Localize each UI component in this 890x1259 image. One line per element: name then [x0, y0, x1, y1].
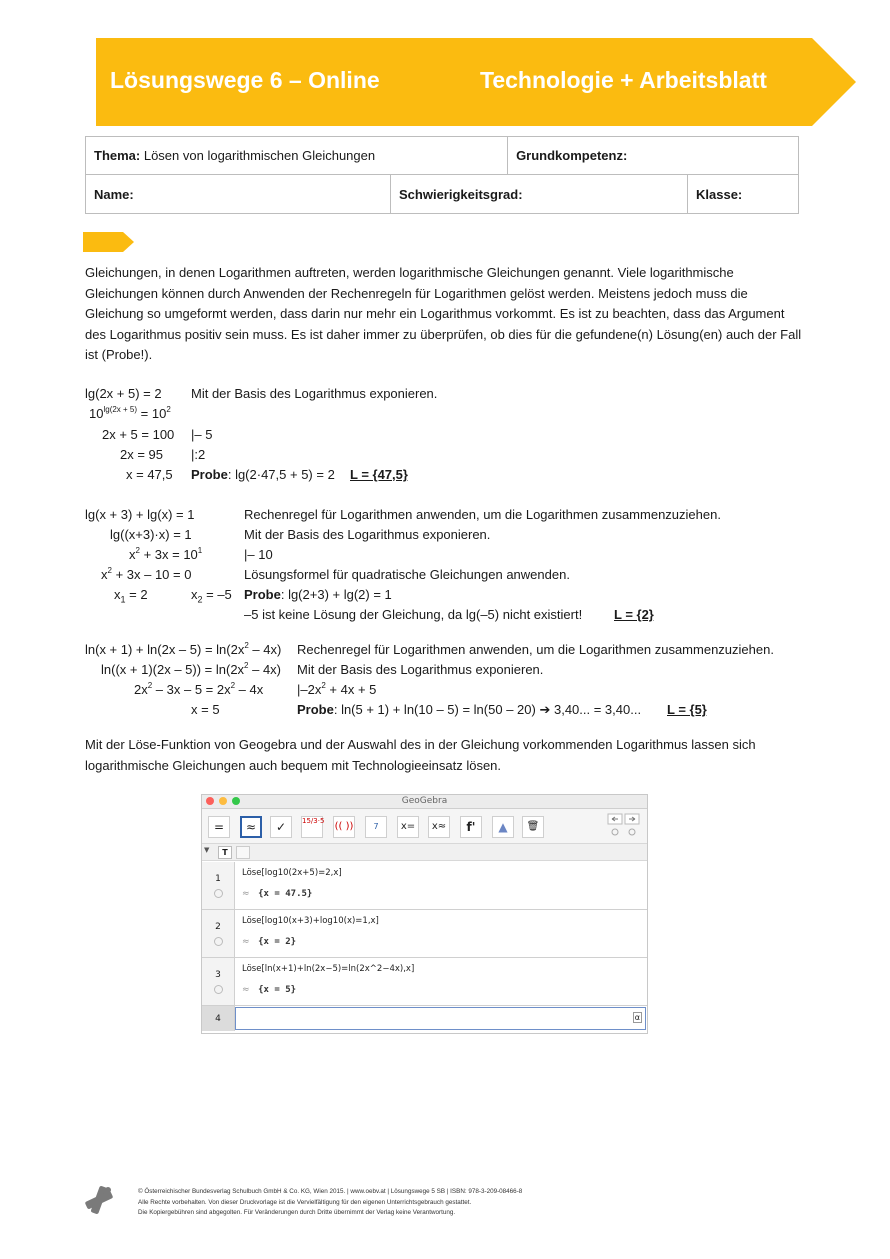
thema-cell — [86, 137, 508, 175]
geogebra-intro: Mit der Löse-Funktion von Geogebra und der Auswahl des in der Gleichung vorkommenden Logarithmus lassen sich logarithmische Gleichungen auch bequem mit Technologieeinsatz lösen. — [85, 737, 756, 773]
ex3-line1: $\ln(x + 1) + \ln(2x - 5) = \ln(2x^2 - 4x)$ — [85, 641, 282, 657]
alpha-keyboard-icon[interactable]: α — [634, 1013, 640, 1022]
ex2-line3: $x^2 + 3x = 10^1$ — [129, 546, 203, 562]
ex3-comment1: Rechenregel für Logarithmen anwenden, um die Logarithmen zusammenzuziehen. — [297, 642, 774, 657]
ex3-comment3: $|-2x^2 + 4x + 5$ — [297, 681, 377, 697]
ex1-comment1: Mit der Basis des Logarithmus exponieren. — [191, 386, 438, 401]
ex3-probe: Probe: ln(5 + 1) + ln(10 – 5) = ln(50 – 20) ➔ 3,40... = 3,40... — [297, 702, 642, 717]
menu-triangle-icon[interactable]: ▼ — [204, 846, 210, 854]
cas-active-input[interactable] — [235, 1007, 646, 1030]
cas-output: ≈ {x = 47.5} — [242, 889, 313, 899]
ex1-comment4: |:2 — [191, 447, 206, 462]
derivative-tool-button[interactable]: f' — [460, 816, 482, 838]
ex3-line2: $\ln((x + 1)(2x - 5)) = \ln(2x^2 - 4x)$ — [101, 661, 282, 677]
ex2-line2: lg((x+3)·x) = 1 — [110, 527, 192, 542]
footer-line-3: Die Kopiergebühren sind abgegolten. Für Veränderungen durch Dritte übernimmt der Verlag keine Verantwortung. — [138, 1209, 456, 1216]
ex2-note: –5 ist keine Lösung der Gleichung, da lg(–5) nicht existiert! — [244, 607, 583, 622]
header-banner — [96, 38, 856, 126]
undo-redo-icons[interactable] — [607, 813, 641, 837]
name-cell: Name: — [86, 175, 391, 214]
expand-tool-button[interactable]: (( )) — [333, 816, 355, 838]
klasse-cell: Klasse: — [688, 175, 799, 214]
cas-row-number: 2 — [202, 910, 235, 957]
ex2-probe: Probe: lg(2+3) + lg(2) = 1 — [244, 587, 392, 602]
publisher-logo-icon — [84, 1185, 114, 1215]
ex3-line3: $2x^2 - 3x - 5 = 2x^2 - 4x$ — [134, 681, 264, 697]
ex1-line3: 2x + 5 = 100 — [102, 427, 175, 442]
thema-value: Lösen von logarithmischen Gleichungen — [140, 148, 376, 163]
section-tag-arrow — [83, 232, 135, 252]
ex1-line5: x = 47,5 — [126, 467, 173, 482]
keep-input-tool-button[interactable]: ✓ — [270, 816, 292, 838]
ex2-line4: $x^2 + 3x - 10 = 0$ — [101, 566, 192, 582]
grundkompetenz-cell: Grundkompetenz: — [508, 137, 799, 175]
substitute-tool-button[interactable]: 7 — [365, 816, 387, 838]
footer-copyright — [138, 1187, 522, 1219]
factor-tool-button[interactable]: 15/3·5 — [301, 816, 323, 838]
worksheet-header-table — [85, 136, 799, 214]
cas-row-3[interactable] — [202, 958, 647, 1006]
ex1-solution: L = {47,5} — [350, 467, 408, 482]
ex3-comment2: Mit der Basis des Logarithmus exponieren. — [297, 662, 544, 677]
delete-tool-button[interactable]: 🗑 — [522, 816, 544, 838]
geogebra-title: GeoGebra — [401, 796, 448, 806]
ex2-x1: $x_1 = 2$ — [114, 587, 148, 605]
cas-input[interactable]: Löse[ln(x+1)+ln(2x−5)=ln(2x^2−4x),x] — [242, 964, 415, 974]
probability-tool-button[interactable]: ▲ — [492, 816, 514, 838]
ex1-probe: Probe: lg(2·47,5 + 5) = 2 — [191, 467, 335, 482]
geogebra-subbar — [202, 844, 647, 861]
banner-book-title: Lösungswege 6 – Online — [110, 67, 380, 93]
table-style-button[interactable] — [236, 846, 250, 859]
nsolve-tool-button[interactable]: x≈ — [428, 816, 450, 838]
ex2-line1: lg(x + 3) + lg(x) = 1 — [85, 507, 195, 522]
footer-line-1: © Österreichischer Bundesverlag Schulbuch GmbH & Co. KG, Wien 2015. | www.oebv.at | Lösungswege 5 SB | ISBN: 978-3-209-08466-8 — [138, 1188, 523, 1195]
ex1-line1: lg(2x + 5) = 2 — [85, 386, 162, 401]
thema-label: Thema: — [94, 148, 141, 163]
cas-output: ≈ {x = 5} — [242, 985, 297, 995]
ex3-line4: x = 5 — [191, 702, 220, 717]
intro-paragraph: Gleichungen, in denen Logarithmen auftreten, werden logarithmische Gleichungen genannt. Viele logarithmische Gleichungen können durch Anwenden der Rechenregeln für Logarithmen gelöst werden. Meistens jedoch muss die Gleichung so umgeformt werden, dass darin nur mehr ein Logarithmus vorkommt. Es ist zu beachten, dass das Argument des Logarithmus positiv sein muss. Es ist daher immer zu überprüfen, ob dies für die gefundene(n) Lösung(en) auch der Fall ist (Probe!). — [85, 265, 802, 362]
geogebra-titlebar — [202, 795, 647, 809]
numeric-tool-button[interactable]: ≈ — [240, 816, 262, 838]
ex2-comment2: Mit der Basis des Logarithmus exponieren. — [244, 527, 491, 542]
ex1-line4: 2x = 95 — [120, 447, 164, 462]
cas-row-2[interactable] — [202, 910, 647, 958]
cas-row-1[interactable] — [202, 862, 647, 910]
cas-row-number: 1 — [202, 862, 235, 909]
ex1-line2: $10^{lg(2x + 5)} = 10^2$ — [89, 405, 171, 421]
ex2-solution: L = {2} — [614, 607, 654, 622]
solve-tool-button[interactable]: x= — [397, 816, 419, 838]
ex2-x2: $x_2 = -5$ — [191, 587, 232, 605]
text-style-button[interactable]: T — [218, 846, 232, 859]
banner-section-title: Technologie + Arbeitsblatt — [480, 67, 767, 93]
ex1-comment3: |– 5 — [191, 427, 213, 442]
cas-input[interactable]: Löse[log10(2x+5)=2,x] — [242, 868, 342, 878]
ex2-comment4: Lösungsformel für quadratische Gleichungen anwenden. — [244, 567, 570, 582]
cas-input[interactable]: Löse[log10(x+3)+log10(x)=1,x] — [242, 916, 379, 926]
ex2-comment3: |– 10 — [244, 547, 273, 562]
cas-row-number: 4 — [202, 1006, 235, 1031]
ex3-solution: L = {5} — [667, 702, 707, 717]
ex2-comment1: Rechenregel für Logarithmen anwenden, um die Logarithmen zusammenzuziehen. — [244, 507, 721, 522]
cas-row-4[interactable] — [202, 1006, 647, 1031]
footer-line-2: Alle Rechte vorbehalten. Von dieser Druckvorlage ist die Vervielfältigung für den eigenen Unterrichtsgebrauch gestattet. — [138, 1198, 472, 1206]
geogebra-toolbar — [202, 809, 647, 844]
cas-output: ≈ {x = 2} — [242, 937, 297, 947]
schwierigkeitsgrad-cell: Schwierigkeitsgrad: — [391, 175, 688, 214]
geogebra-window — [201, 794, 648, 1034]
arrow-right-icon: ➔ — [539, 702, 551, 717]
cas-row-number: 3 — [202, 958, 235, 1005]
evaluate-tool-button[interactable]: = — [208, 816, 230, 838]
